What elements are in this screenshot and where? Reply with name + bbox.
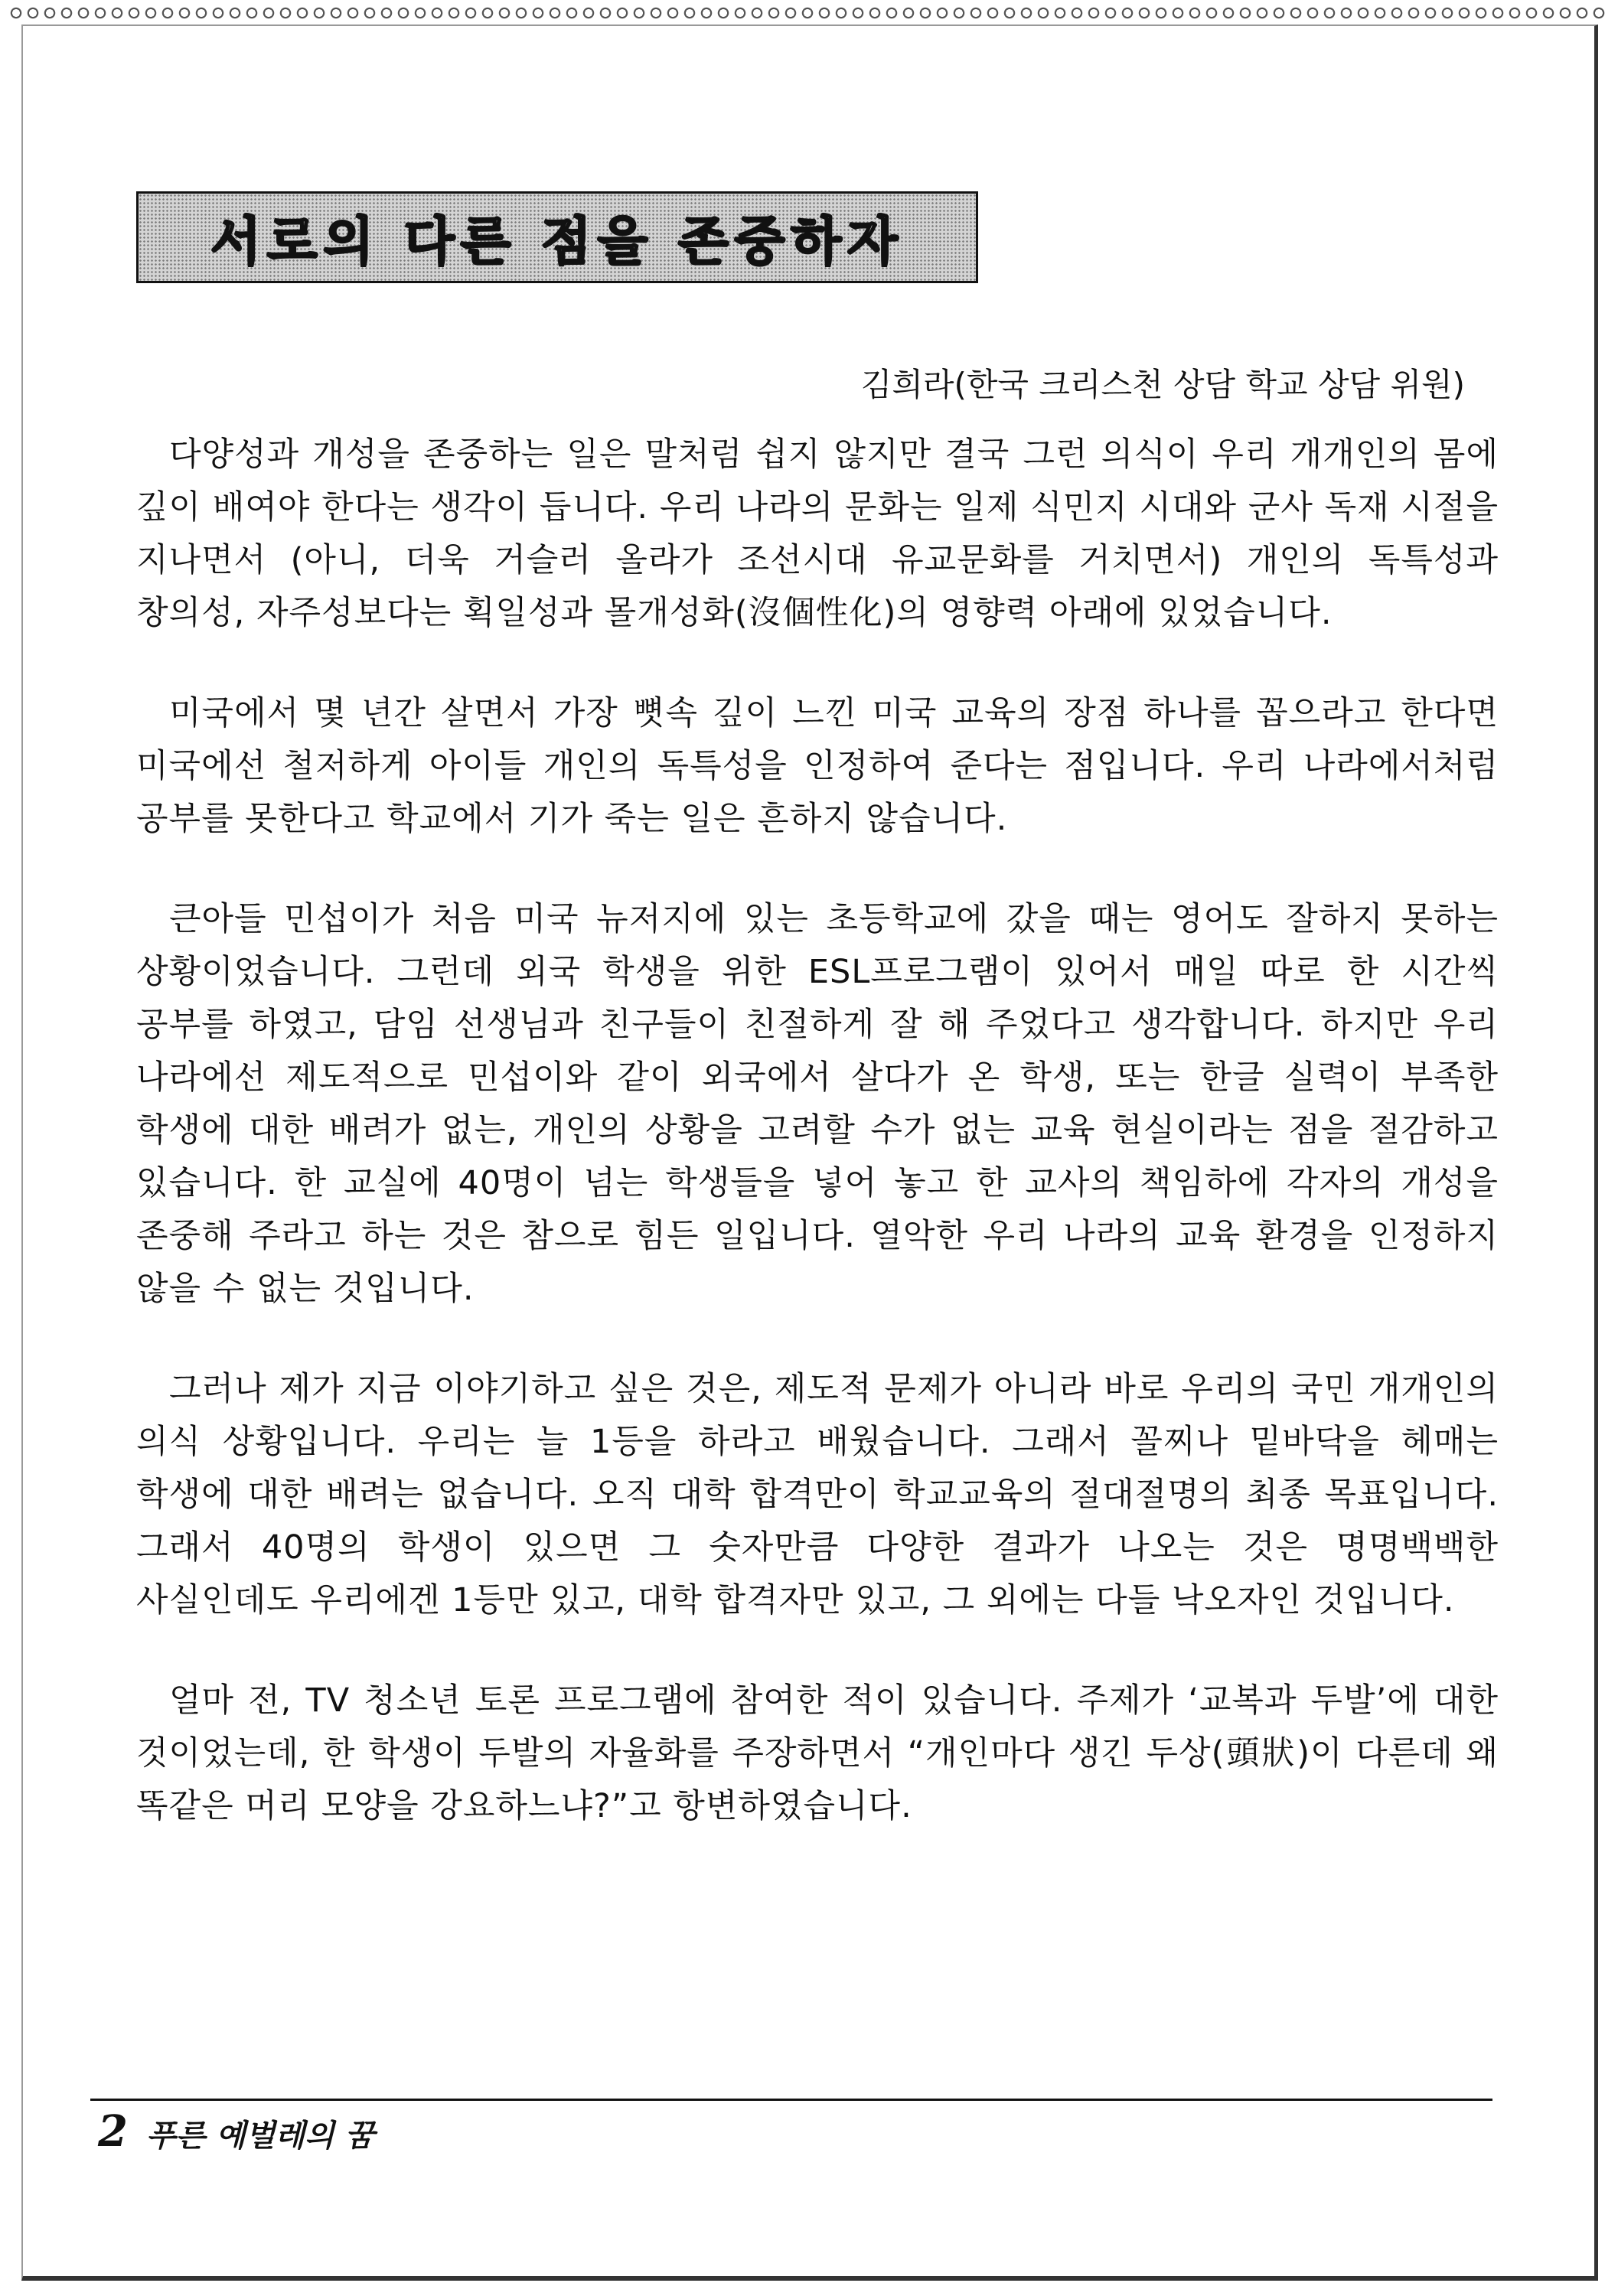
title-box bbox=[136, 191, 978, 283]
paragraph-5: 얼마 전, TV 청소년 토론 프로그램에 참여한 적이 있습니다. 주제가 ‘교복과 두발’에 대한 것이었는데, 한 학생이 두발의 자율화를 주장하면서 “개인마다 생긴 두상(頭狀)이 다른데 왜 똑같은 머리 모양을 강요하느냐?”고 항변하였습니다. bbox=[136, 1681, 1499, 1825]
paragraph-4: 그러나 제가 지금 이야기하고 싶은 것은, 제도적 문제가 아니라 바로 우리의 국민 개개인의 의식 상황입니다. 우리는 늘 1등을 하라고 배웠습니다. 그래서 꼴찌나 밑바닥을 헤매는 학생에 대한 배려는 없습니다. 오직 대학 합격만이 학교교육의 절대절명의 최종 목표입니다. 그래서 40명의 학생이 있으면 그 숫자만큼 다양한 결과가 나오는 것은 명명백백한 사실인데도 우리에겐 1등만 있고, 대학 합격자만 있고, 그 외에는 다들 낙오자인 것입니다. bbox=[136, 1370, 1499, 1619]
article-author: 김희라(한국 크리스천 상담 학교 상담 위원) bbox=[860, 366, 1465, 403]
article-body bbox=[136, 429, 1499, 1880]
paragraph-1: 다양성과 개성을 존중하는 일은 말처럼 쉽지 않지만 결국 그런 의식이 우리 개개인의 몸에 깊이 배여야 한다는 생각이 듭니다. 우리 나라의 문화는 일제 식민지 시대와 군사 독재 시절을 지나면서 (아니, 더욱 거슬러 올라가 조선시대 유교문화를 거치면서) 개인의 독특성과 창의성, 자주성보다는 획일성과 몰개성화(沒個性化)의 영향력 아래에 있었습니다. bbox=[136, 435, 1499, 632]
article-title: 서로의 다른 점을 존중하자 bbox=[210, 211, 904, 272]
spiral-binding-holes bbox=[9, 3, 1609, 23]
page-number: 2 bbox=[98, 2106, 128, 2157]
footer-rule bbox=[90, 2099, 1492, 2101]
page-footer bbox=[98, 2106, 374, 2157]
paragraph-3: 큰아들 민섭이가 처음 미국 뉴저지에 있는 초등학교에 갔을 때는 영어도 잘하지 못하는 상황이었습니다. 그런데 외국 학생을 위한 ESL프로그램이 있어서 매일 따로 한 시간씩 공부를 하였고, 담임 선생님과 친구들이 친절하게 잘 해 주었다고 생각합니다. 하지만 우리 나라에선 제도적으로 민섭이와 같이 외국에서 살다가 온 학생, 또는 한글 실력이 부족한 학생에 대한 배려가 없는, 개인의 상황을 고려할 수가 없는 교육 현실이라는 점을 절감하고 있습니다. 한 교실에 40명이 넘는 학생들을 넣어 놓고 한 교사의 책임하에 각자의 개성을 존중해 주라고 하는 것은 참으로 힘든 일입니다. 열악한 우리 나라의 교육 환경을 인정하지 않을 수 없는 것입니다. bbox=[136, 900, 1499, 1308]
publication-title: 푸른 예벌레의 꿈 bbox=[145, 2118, 375, 2154]
paragraph-2: 미국에서 몇 년간 살면서 가장 뼛속 깊이 느낀 미국 교육의 장점 하나를 꼽으라고 한다면 미국에선 철저하게 아이들 개인의 독특성을 인정하여 준다는 점입니다. 우리 나라에서처럼 공부를 못한다고 학교에서 기가 죽는 일은 흔하지 않습니다. bbox=[136, 694, 1499, 838]
